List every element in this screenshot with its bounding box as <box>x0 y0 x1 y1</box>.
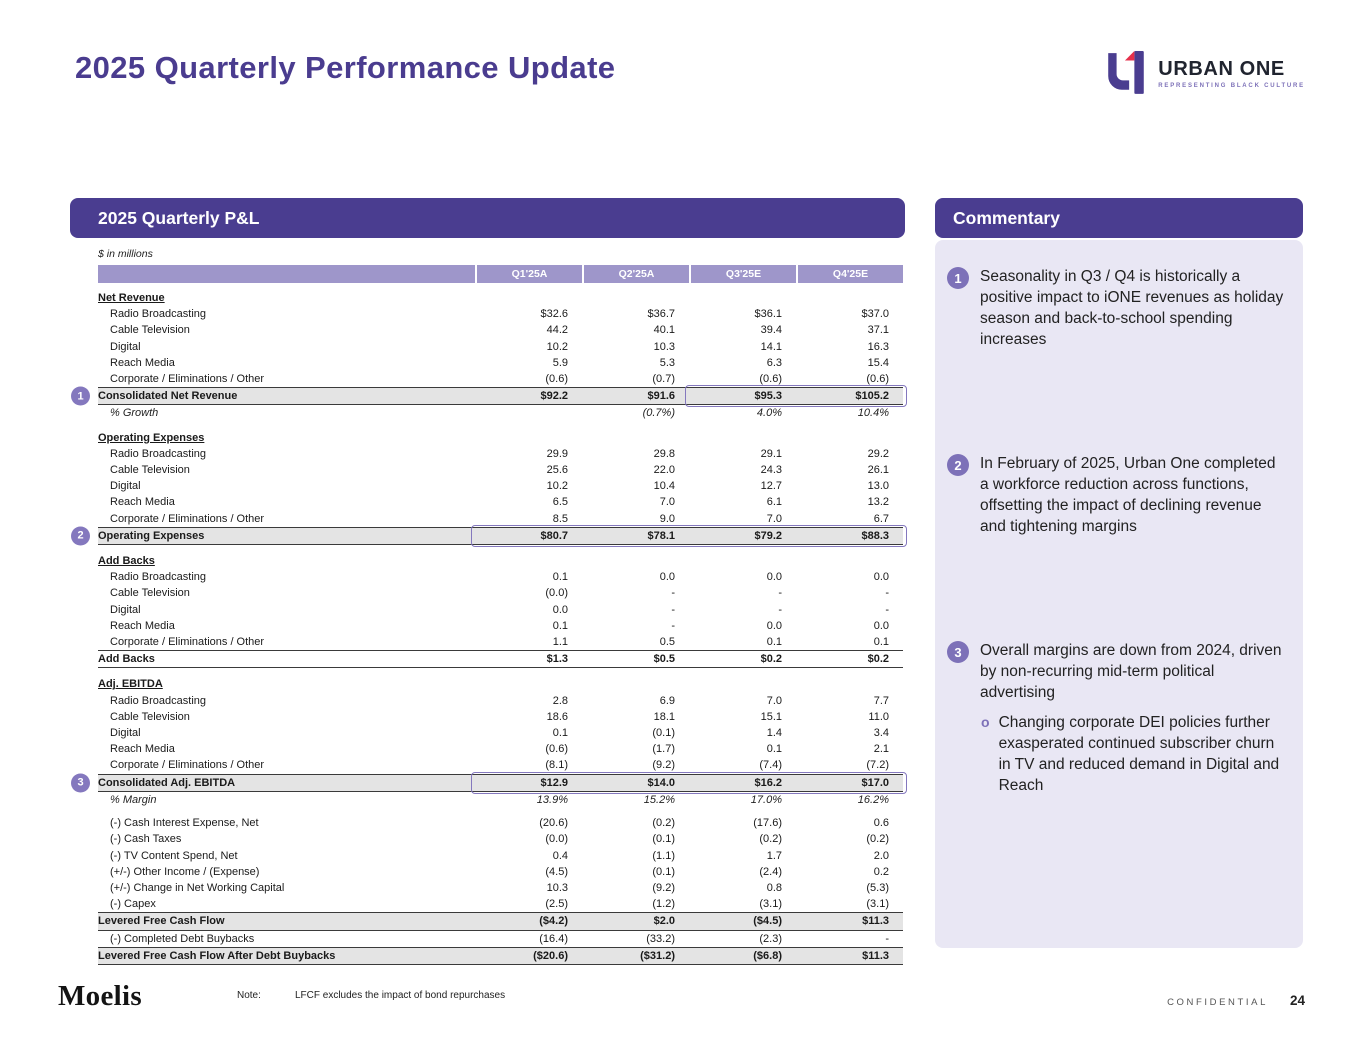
table-row <box>98 741 903 757</box>
row-value: 39.4 <box>760 324 782 337</box>
row-value: ($4.5) <box>753 915 782 928</box>
row-label: (+/-) Change in Net Working Capital <box>110 881 285 894</box>
table-row <box>98 585 903 601</box>
column-header: Q2'25A <box>582 265 689 283</box>
row-value: 0.1 <box>766 743 782 756</box>
row-value: 13.0 <box>867 480 889 493</box>
table-row <box>98 815 903 831</box>
row-value: 0.1 <box>552 727 568 740</box>
row-value: 0.2 <box>873 865 889 878</box>
row-value: 40.1 <box>653 324 675 337</box>
row-label: (-) Completed Debt Buybacks <box>110 932 255 945</box>
row-value: (0.1) <box>652 865 675 878</box>
table-row <box>98 371 903 387</box>
row-value: 1.1 <box>552 636 568 649</box>
row-value: 29.8 <box>653 447 675 460</box>
row-label: (-) TV Content Spend, Net <box>110 849 238 862</box>
row-value: (2.5) <box>545 898 568 911</box>
row-value: $0.5 <box>653 653 675 666</box>
commentary-item <box>947 453 1285 537</box>
row-value: ($4.2) <box>539 915 568 928</box>
row-value: 12.7 <box>760 480 782 493</box>
commentary-panel-header: Commentary <box>935 198 1303 238</box>
footnote <box>237 990 505 1001</box>
pnl-panel-header: 2025 Quarterly P&L <box>70 198 905 238</box>
row-value: ($20.6) <box>533 949 568 962</box>
row-value: (5.3) <box>866 881 889 894</box>
table-row <box>98 405 903 421</box>
row-label: (-) Cash Taxes <box>110 833 182 846</box>
row-label: Digital <box>110 480 141 493</box>
row-value: 7.7 <box>873 694 889 707</box>
row-value: 7.0 <box>766 694 782 707</box>
row-value: 6.7 <box>873 512 889 525</box>
row-value: (9.2) <box>652 759 675 772</box>
row-value: - <box>671 587 675 600</box>
row-label: Reach Media <box>110 356 175 369</box>
table-row <box>98 725 903 741</box>
row-value: - <box>885 587 889 600</box>
row-value: 13.9% <box>536 793 568 806</box>
row-value: 0.0 <box>873 619 889 632</box>
logo-text-block <box>1158 58 1305 89</box>
row-value: (1.7) <box>652 743 675 756</box>
table-row <box>77 527 903 545</box>
row-label: Cable Television <box>110 587 190 600</box>
row-label: Consolidated Net Revenue <box>98 390 238 403</box>
row-label: Add Backs <box>98 653 155 666</box>
row-value: (0.6) <box>545 743 568 756</box>
row-value: 10.4 <box>653 480 675 493</box>
row-value: (0.2) <box>652 817 675 830</box>
commentary-text: Seasonality in Q3 / Q4 is historically a positive impact to iONE revenues as holiday season and back-to-school spending increases <box>980 268 1284 348</box>
footer-right <box>1167 993 1305 1008</box>
table-row <box>98 848 903 864</box>
row-value: 16.2% <box>857 793 889 806</box>
row-value: $16.2 <box>754 776 782 789</box>
row-value: $80.7 <box>540 529 568 542</box>
row-value: (0.0) <box>545 833 568 846</box>
row-label: Levered Free Cash Flow <box>98 915 225 928</box>
row-value: $11.3 <box>862 949 889 962</box>
row-value: 25.6 <box>546 464 568 477</box>
row-value: 6.9 <box>659 694 675 707</box>
row-label: Corporate / Eliminations / Other <box>110 636 265 649</box>
commentary-text: Changing corporate DEI policies further exasperated continued subscriber churn in TV and reduced demand in Digital and Reach <box>998 714 1280 794</box>
row-label: Digital <box>110 727 141 740</box>
row-value: 37.1 <box>867 324 889 337</box>
row-value: 24.3 <box>760 464 782 477</box>
row-value: 16.3 <box>867 340 889 353</box>
row-value: - <box>778 587 782 600</box>
row-value: 15.2% <box>643 793 675 806</box>
row-label: Corporate / Eliminations / Other <box>110 759 265 772</box>
row-label: (-) Capex <box>110 898 156 911</box>
row-value: 0.1 <box>552 619 568 632</box>
row-value: (0.6) <box>866 373 889 386</box>
row-value: (33.2) <box>646 932 675 945</box>
table-row <box>98 947 903 965</box>
table-row <box>98 494 903 510</box>
table-row <box>98 709 903 725</box>
row-value: 0.0 <box>766 619 782 632</box>
row-value: 0.1 <box>873 636 889 649</box>
row-value: (0.7%) <box>642 407 675 420</box>
table-row <box>98 430 903 446</box>
table-row <box>98 693 903 709</box>
row-label: Reach Media <box>110 619 175 632</box>
table-row <box>98 553 903 569</box>
table-row <box>98 511 903 527</box>
row-value: 22.0 <box>653 464 675 477</box>
table-row <box>98 446 903 462</box>
row-value: (0.7) <box>652 373 675 386</box>
page-title: 2025 Quarterly Performance Update <box>75 50 616 85</box>
row-value: 10.2 <box>546 480 568 493</box>
row-value: (3.1) <box>866 898 889 911</box>
logo-tagline: REPRESENTING BLACK CULTURE <box>1158 82 1305 89</box>
row-value: 7.0 <box>659 496 675 509</box>
row-value: $17.0 <box>861 776 889 789</box>
row-label: Add Backs <box>98 555 155 568</box>
row-value: ($31.2) <box>640 949 675 962</box>
row-value: $36.1 <box>754 308 782 321</box>
row-value: (17.6) <box>753 817 782 830</box>
row-value: 6.3 <box>766 356 782 369</box>
row-value: 0.5 <box>659 636 675 649</box>
table-row <box>98 676 903 692</box>
row-value: 6.5 <box>552 496 568 509</box>
row-value: $2.0 <box>653 915 675 928</box>
row-value: 10.4% <box>857 407 889 420</box>
table-row <box>98 478 903 494</box>
row-value: 26.1 <box>867 464 889 477</box>
row-label: Cable Television <box>110 324 190 337</box>
row-value: $1.3 <box>546 653 568 666</box>
row-value: $91.6 <box>647 390 675 403</box>
table-row <box>98 634 903 650</box>
row-value: 11.0 <box>868 710 889 723</box>
row-value: 10.3 <box>653 340 675 353</box>
row-value: 0.0 <box>873 571 889 584</box>
row-label: Radio Broadcasting <box>110 308 207 321</box>
moelis-logo: Moelis <box>58 980 142 1012</box>
table-row <box>98 462 903 478</box>
table-row <box>98 912 903 930</box>
footnote-text: LFCF excludes the impact of bond repurchases <box>295 990 506 1001</box>
logo-name: URBAN ONE <box>1158 57 1285 80</box>
marker-badge: 3 <box>71 773 90 792</box>
row-label: Corporate / Eliminations / Other <box>110 512 265 525</box>
row-label: Levered Free Cash Flow After Debt Buybacks <box>98 949 336 962</box>
row-value: 0.0 <box>552 603 568 616</box>
row-value: 10.2 <box>546 340 568 353</box>
row-value: (7.2) <box>866 759 889 772</box>
row-value: (8.1) <box>545 759 568 772</box>
row-label: % Growth <box>110 407 159 420</box>
units-label: $ in millions <box>98 248 153 260</box>
marker-badge: 2 <box>71 526 90 545</box>
table-row <box>98 322 903 338</box>
row-value: $36.7 <box>647 308 675 321</box>
row-value: (9.2) <box>652 881 675 894</box>
row-value: 0.1 <box>552 571 568 584</box>
row-value: 8.5 <box>552 512 568 525</box>
table-row <box>98 602 903 618</box>
column-header: Q4'25E <box>796 265 903 283</box>
commentary-text: Overall margins are down from 2024, driven by non-recurring mid-term political advertising <box>980 642 1282 701</box>
row-value: (20.6) <box>539 817 568 830</box>
row-label: Reach Media <box>110 743 175 756</box>
row-value: 7.0 <box>766 512 782 525</box>
row-value: - <box>778 603 782 616</box>
table-row <box>98 290 903 306</box>
marker-badge: 1 <box>947 267 969 289</box>
row-label: Radio Broadcasting <box>110 571 207 584</box>
row-value: 13.2 <box>867 496 889 509</box>
row-value: (1.2) <box>652 898 675 911</box>
table-row <box>98 792 903 808</box>
row-value: - <box>671 603 675 616</box>
row-value: 17.0% <box>750 793 782 806</box>
row-label: Corporate / Eliminations / Other <box>110 373 265 386</box>
row-label: (-) Cash Interest Expense, Net <box>110 817 259 830</box>
row-value: 2.0 <box>873 849 889 862</box>
row-value: - <box>885 932 889 945</box>
table-row <box>98 650 903 668</box>
row-value: $88.3 <box>861 529 889 542</box>
row-value: 5.3 <box>659 356 675 369</box>
row-value: (0.2) <box>759 833 782 846</box>
row-value: 18.1 <box>653 710 675 723</box>
commentary-items <box>935 240 1303 948</box>
row-value: 0.6 <box>873 817 889 830</box>
table-row <box>98 618 903 634</box>
row-value: $37.0 <box>861 308 889 321</box>
table-row <box>98 896 903 912</box>
row-value: ($6.8) <box>753 949 782 962</box>
row-value: (7.4) <box>759 759 782 772</box>
row-value: 0.0 <box>766 571 782 584</box>
table-row <box>98 831 903 847</box>
table-row <box>98 306 903 322</box>
column-header: Q1'25A <box>475 265 582 283</box>
footnote-label: Note: <box>237 990 261 1001</box>
commentary-subitem <box>981 712 1285 796</box>
row-value: $95.3 <box>754 390 782 403</box>
row-value: (1.1) <box>652 849 675 862</box>
row-value: 1.7 <box>766 849 782 862</box>
marker-badge: 3 <box>947 641 969 663</box>
row-value: 14.1 <box>760 340 782 353</box>
row-label: Consolidated Adj. EBITDA <box>98 776 236 789</box>
row-value: $11.3 <box>862 915 889 928</box>
row-value: 0.1 <box>766 636 782 649</box>
urban-one-logo-mark <box>1103 50 1149 96</box>
row-value: 44.2 <box>546 324 568 337</box>
row-value: $12.9 <box>540 776 568 789</box>
row-value: (3.1) <box>759 898 782 911</box>
row-value: $0.2 <box>867 653 889 666</box>
row-value: 3.4 <box>873 727 889 740</box>
row-value: (16.4) <box>539 932 568 945</box>
row-label: Digital <box>110 340 141 353</box>
row-label: Net Revenue <box>98 292 165 304</box>
pnl-table <box>70 240 905 965</box>
row-value: (4.5) <box>545 865 568 878</box>
row-value: 0.0 <box>659 571 675 584</box>
row-value: 15.4 <box>867 356 889 369</box>
confidential-label: CONFIDENTIAL <box>1167 997 1268 1008</box>
row-label: Radio Broadcasting <box>110 447 207 460</box>
row-value: 1.4 <box>766 727 782 740</box>
row-label: Cable Television <box>110 710 190 723</box>
row-value: $79.2 <box>754 529 782 542</box>
row-value: (0.0) <box>545 587 568 600</box>
row-value: 15.1 <box>760 710 782 723</box>
table-row <box>77 387 903 405</box>
row-value: 29.1 <box>760 447 782 460</box>
row-label: Reach Media <box>110 496 175 509</box>
row-value: - <box>885 603 889 616</box>
row-value: 4.0% <box>756 407 782 420</box>
row-value: $78.1 <box>647 529 675 542</box>
row-label: Cable Television <box>110 464 190 477</box>
sub-bullet-marker: o <box>981 714 990 730</box>
row-value: 9.0 <box>659 512 675 525</box>
row-value: $14.0 <box>647 776 675 789</box>
pnl-rows <box>77 290 903 965</box>
row-value: $105.2 <box>855 390 889 403</box>
table-row <box>98 864 903 880</box>
row-value: 2.8 <box>552 694 568 707</box>
row-value: 2.1 <box>873 743 889 756</box>
row-value: (2.3) <box>759 932 782 945</box>
row-value: 29.9 <box>546 447 568 460</box>
row-value: $0.2 <box>760 653 782 666</box>
row-label: % Margin <box>110 793 157 806</box>
row-value: (0.1) <box>652 727 675 740</box>
row-value: 0.8 <box>766 881 782 894</box>
urban-one-logo <box>1103 50 1305 96</box>
page-number: 24 <box>1289 993 1305 1008</box>
table-row <box>98 880 903 896</box>
table-row <box>98 339 903 355</box>
row-label: (+/-) Other Income / (Expense) <box>110 865 260 878</box>
marker-badge: 2 <box>947 454 969 476</box>
row-label: Operating Expenses <box>98 431 205 444</box>
row-value: 29.2 <box>867 447 889 460</box>
row-label: Operating Expenses <box>98 529 205 542</box>
table-row <box>98 355 903 371</box>
table-row <box>98 757 903 773</box>
row-value: (0.1) <box>652 833 675 846</box>
row-value: 18.6 <box>546 710 568 723</box>
column-header: Q3'25E <box>689 265 796 283</box>
row-value: (0.6) <box>759 373 782 386</box>
row-value: 6.1 <box>766 496 782 509</box>
commentary-text: In February of 2025, Urban One completed a workforce reduction across functions, offsetting the impact of declining revenue and tightening margins <box>980 455 1276 535</box>
row-label: Radio Broadcasting <box>110 694 207 707</box>
column-headers <box>98 265 903 283</box>
row-value: $32.6 <box>540 308 568 321</box>
row-value: 5.9 <box>552 356 568 369</box>
row-value: 0.4 <box>552 849 568 862</box>
commentary-item <box>947 266 1285 350</box>
row-value: - <box>671 619 675 632</box>
row-label: Adj. EBITDA <box>98 678 163 691</box>
row-label: Digital <box>110 603 141 616</box>
table-row <box>77 774 903 792</box>
row-value: (0.6) <box>545 373 568 386</box>
table-row <box>98 931 903 947</box>
row-value: (2.4) <box>759 865 782 878</box>
marker-badge: 1 <box>71 387 90 406</box>
row-value: 10.3 <box>546 881 568 894</box>
row-value: $92.2 <box>540 390 568 403</box>
table-row <box>98 569 903 585</box>
row-value: (0.2) <box>866 833 889 846</box>
commentary-item <box>947 640 1285 703</box>
